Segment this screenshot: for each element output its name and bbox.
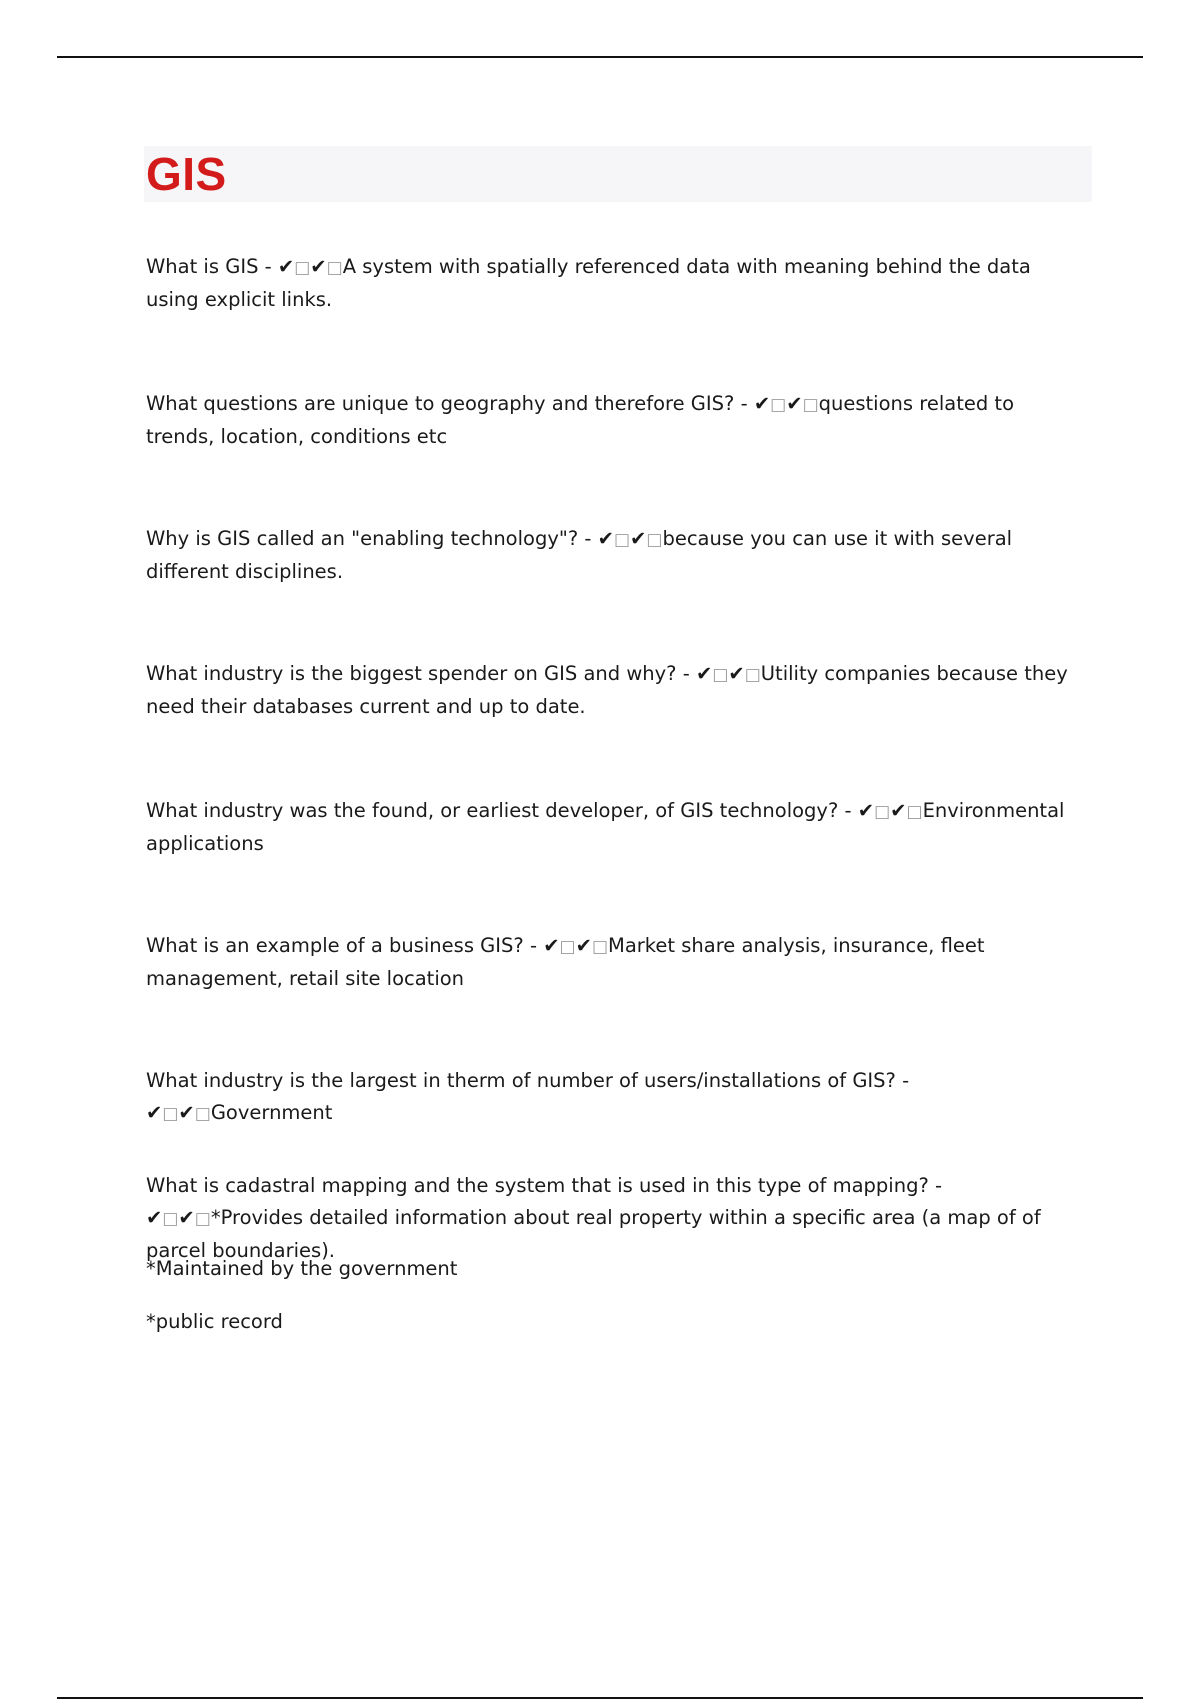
box-icon: □ bbox=[802, 395, 819, 415]
box-icon: □ bbox=[194, 1209, 211, 1229]
box-icon: □ bbox=[646, 530, 663, 550]
question-text: Why is GIS called an "enabling technology"? bbox=[146, 527, 579, 550]
separator: - bbox=[928, 1174, 943, 1197]
question-text: What industry was the found, or earliest developer, of GIS technology? bbox=[146, 799, 839, 822]
box-icon: □ bbox=[326, 258, 343, 278]
box-icon: □ bbox=[559, 937, 576, 957]
qa-item-2 bbox=[146, 388, 1076, 453]
check-icon: ✔ bbox=[695, 662, 713, 685]
separator: - bbox=[676, 662, 696, 685]
answer-text: Environmental applications bbox=[146, 799, 1065, 855]
qa-item-4 bbox=[146, 658, 1076, 723]
qa-item-6 bbox=[146, 930, 1076, 995]
box-icon: □ bbox=[294, 258, 311, 278]
title-band bbox=[144, 146, 1092, 202]
qa-item-7 bbox=[146, 1065, 1076, 1130]
answer-text: A system with spatially referenced data with meaning behind the data using explicit links. bbox=[146, 255, 1031, 311]
separator: - bbox=[838, 799, 858, 822]
question-text: What industry is the largest in therm of number of users/installations of GIS? bbox=[146, 1069, 896, 1092]
check-icon: ✔ bbox=[146, 1101, 163, 1124]
answer-extra-line-2: *public record bbox=[146, 1310, 283, 1333]
question-text: What is GIS bbox=[146, 255, 259, 278]
check-icon: ✔ bbox=[178, 1101, 195, 1124]
box-icon: □ bbox=[744, 665, 761, 685]
check-icon: ✔ bbox=[277, 255, 295, 278]
separator: - bbox=[578, 527, 598, 550]
answer-text: because you can use it with several different disciplines. bbox=[146, 527, 1013, 583]
check-icon: ✔ bbox=[146, 1206, 163, 1229]
footer-rule bbox=[57, 1697, 1143, 1699]
box-icon: □ bbox=[712, 665, 729, 685]
box-icon: □ bbox=[162, 1209, 179, 1229]
answer-extra-line-1: *Maintained by the government bbox=[146, 1257, 458, 1280]
question-text: What is an example of a business GIS? bbox=[146, 934, 524, 957]
qa-item-5 bbox=[146, 795, 1076, 860]
box-icon: □ bbox=[162, 1104, 179, 1124]
check-icon: ✔ bbox=[786, 392, 803, 415]
box-icon: □ bbox=[874, 802, 891, 822]
check-icon: ✔ bbox=[753, 392, 771, 415]
question-text: What industry is the biggest spender on GIS and why? bbox=[146, 662, 677, 685]
check-icon: ✔ bbox=[630, 527, 647, 550]
box-icon: □ bbox=[906, 802, 923, 822]
separator: - bbox=[734, 392, 754, 415]
separator: - bbox=[258, 255, 278, 278]
separator: - bbox=[523, 934, 544, 957]
check-icon: ✔ bbox=[728, 662, 745, 685]
answer-text: questions related to trends, location, conditions etc bbox=[146, 392, 1014, 448]
document-title: GIS bbox=[146, 148, 227, 200]
check-icon: ✔ bbox=[575, 934, 592, 957]
question-text: What questions are unique to geography and therefore GIS? bbox=[146, 392, 735, 415]
box-icon: □ bbox=[770, 395, 787, 415]
check-icon: ✔ bbox=[178, 1206, 195, 1229]
answer-text: *Provides detailed information about real property within a specific area (a map of of parcel boundaries). bbox=[146, 1206, 1041, 1262]
check-icon: ✔ bbox=[857, 799, 875, 822]
check-icon: ✔ bbox=[310, 255, 327, 278]
check-icon: ✔ bbox=[597, 527, 614, 550]
qa-item-3 bbox=[146, 523, 1076, 588]
check-icon: ✔ bbox=[890, 799, 907, 822]
box-icon: □ bbox=[591, 937, 609, 957]
answer-text: Utility companies because they need their databases current and up to date. bbox=[146, 662, 1068, 718]
qa-item-1 bbox=[146, 251, 1076, 316]
box-icon: □ bbox=[194, 1104, 211, 1124]
check-icon: ✔ bbox=[543, 934, 560, 957]
question-text: What is cadastral mapping and the system that is used in this type of mapping? bbox=[146, 1174, 929, 1197]
separator: - bbox=[895, 1069, 910, 1092]
answer-text: Market share analysis, insurance, fleet management, retail site location bbox=[146, 934, 985, 990]
box-icon: □ bbox=[613, 530, 631, 550]
answer-text: Government bbox=[210, 1101, 333, 1124]
header-rule bbox=[57, 56, 1143, 58]
